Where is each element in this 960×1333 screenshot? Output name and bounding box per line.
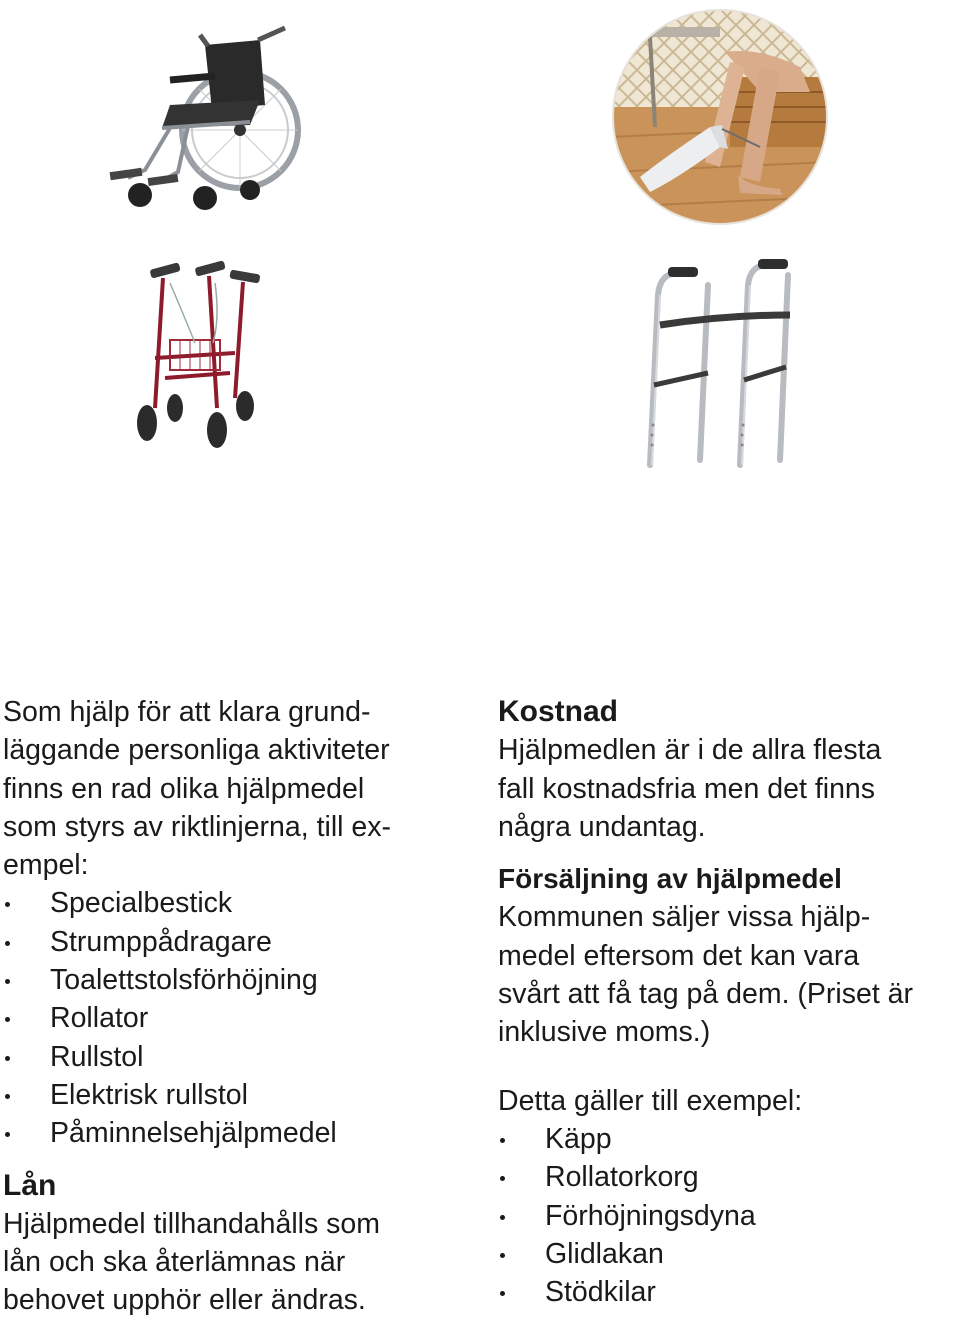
list-item: Glidlakan	[498, 1235, 958, 1273]
sale-heading: Försäljning av hjälpmedel	[498, 863, 842, 895]
list-item: Strumppådragare	[3, 923, 463, 961]
loan-line: Hjälpmedel tillhandahålls som	[3, 1207, 381, 1240]
intro-line: finns en rad olika hjälpmedel	[3, 772, 365, 805]
loan-heading: Lån	[3, 1168, 57, 1202]
list-item: Toalettstolsförhöjning	[3, 961, 463, 999]
intro-line: empel:	[3, 849, 89, 882]
intro-line: läggande personliga aktiviteter	[3, 734, 390, 767]
aids-list	[3, 884, 463, 1152]
sale-line: Kommunen säljer vissa hjälp-	[498, 901, 871, 934]
sock-aid-photo	[610, 7, 830, 227]
left-column	[3, 693, 463, 1320]
cost-heading: Kostnad	[498, 695, 618, 728]
wheelchair-photo	[100, 10, 310, 225]
walking-frame-photo	[630, 255, 810, 470]
loan-line: behovet upphör eller ändras.	[3, 1284, 366, 1317]
cost-line: fall kostnadsfria men det finns	[498, 772, 876, 805]
list-item: Stödkilar	[498, 1273, 958, 1311]
cost-line: några undantag.	[498, 810, 706, 843]
right-column	[498, 693, 958, 1311]
sale-line: svårt att få tag på dem. (Priset är	[498, 978, 914, 1011]
loan-line: lån och ska återlämnas när	[3, 1246, 346, 1279]
list-item: Rollatorkorg	[498, 1158, 958, 1196]
list-item: Rullstol	[3, 1038, 463, 1076]
example-intro: Detta gäller till exempel:	[498, 1084, 803, 1117]
list-item: Specialbestick	[3, 884, 463, 922]
rollator-photo	[125, 258, 275, 458]
sale-items-list	[498, 1120, 958, 1311]
intro-line: Som hjälp för att klara grund-	[3, 696, 371, 728]
sale-line: inklusive moms.)	[498, 1016, 711, 1049]
intro-line: som styrs av riktlinjerna, till ex-	[3, 810, 391, 843]
list-item: Påminnelsehjälpmedel	[3, 1114, 463, 1152]
list-item: Rollator	[3, 999, 463, 1037]
list-item: Elektrisk rullstol	[3, 1076, 463, 1114]
list-item: Käpp	[498, 1120, 958, 1158]
sale-line: medel eftersom det kan vara	[498, 939, 860, 972]
cost-line: Hjälpmedlen är i de allra flesta	[498, 734, 882, 767]
list-item: Förhöjningsdyna	[498, 1197, 958, 1235]
